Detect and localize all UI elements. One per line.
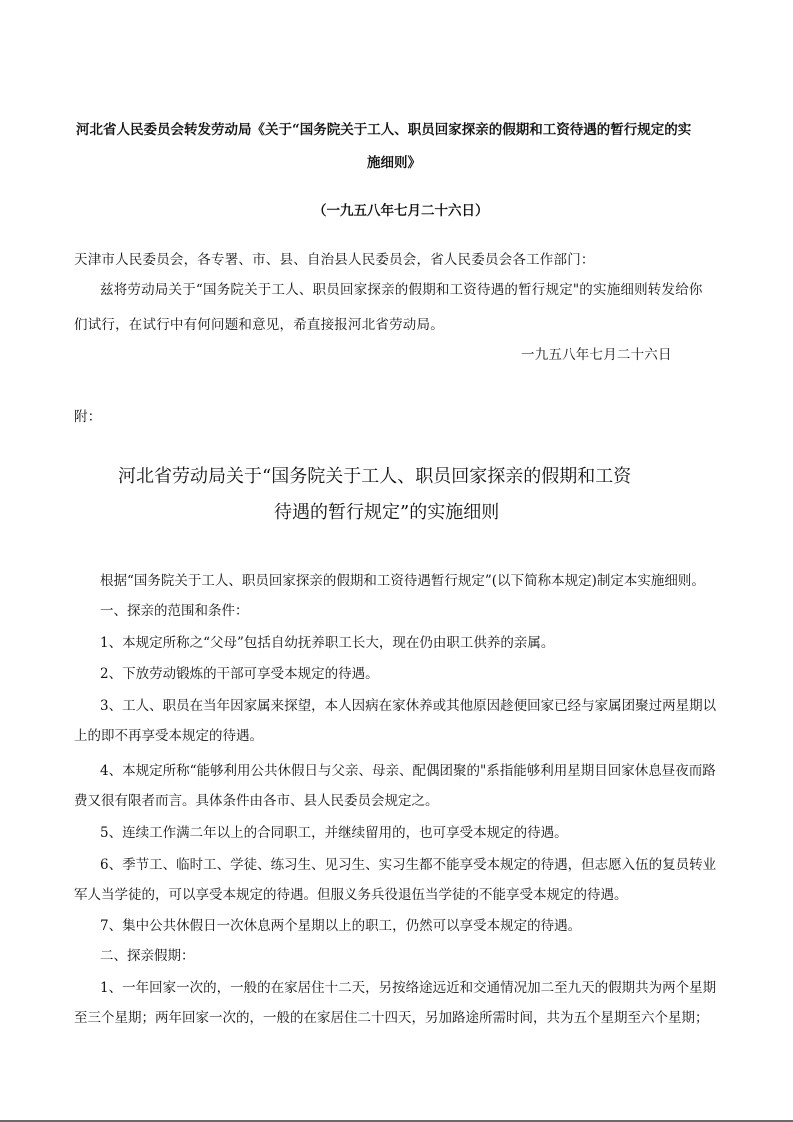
document-date: （一九五八年七月二十六日） <box>313 203 489 219</box>
clause-1-6: 6、季节工、临时工、学徒、练习生、见习生、实习生都不能享受本规定的待遇，但志愿入伍的复员转业军人当学徒的，可以享受本规定的待遇。但服义务兵役退伍当学徒的不能享受本规定的待遇。 <box>74 857 717 903</box>
paragraph-preamble: 根据“国务院关于工人、职员回家探亲的假期和工资待遇暂行规定”(以下简称本规定)制定本实施细则。 <box>100 573 705 589</box>
section-heading-2: 二、探亲假期： <box>100 948 195 964</box>
section-heading-1: 一、探亲的范围和条件： <box>100 603 249 619</box>
clause-1-2: 2、下放劳动锻炼的干部可享受本规定的待遇。 <box>100 666 379 682</box>
clause-1-7: 7、集中公共休假日一次休息两个星期以上的职工，仍然可以享受本规定的待遇。 <box>100 918 582 934</box>
cover-paragraph-line-1: 兹将劳动局关于“国务院关于工人、职员回家探亲的假期和工资待遇的暂行规定"的实施细则转发给你 <box>100 282 703 298</box>
rules-title-line-1: 河北省劳动局关于“国务院关于工人、职员回家探亲的假期和工资 <box>118 466 632 487</box>
attachment-label: 附： <box>74 409 102 425</box>
recipients-line: 天津市人民委员会，各专署、市、县、自治县人民委员会，省人民委员会各工作部门： <box>74 252 595 268</box>
clause-1-1: 1、本规定所称之“父母”包括自幼抚养职工长大，现在仍由职工供养的亲属。 <box>100 635 555 651</box>
document-title-line-2: 施细则》 <box>367 155 421 171</box>
clause-2-1: 1、一年回家一次的，一般的在家居住十二天，另按络途远近和交通情况加二至九天的假期共为两个星期至三个星期；两年回家一次的，一般的在家居住二十四天，另加路途所需时间，共为五个星期至六个星期； <box>74 980 717 1026</box>
document-title-line-1: 河北省人民委员会转发劳动局《关于“国务院关于工人、职员回家探亲的假期和工资待遇的暂行规定的实 <box>76 122 692 138</box>
clause-1-3: 3、工人、职员在当年因家属来探望，本人因病在家休养或其他原因趁便回家已经与家属团聚过两星期以上的即不再享受本规定的待遇。 <box>74 698 717 744</box>
signature-date: 一九五八年七月二十六日 <box>521 347 672 363</box>
cover-paragraph-line-2: 们试行，在试行中有何问题和意见，希直接报河北省劳动局。 <box>74 317 444 333</box>
rules-title-line-2: 待遇的暂行规定”的实施细则 <box>274 502 500 523</box>
clause-1-4: 4、本规定所称“能够利用公共休假日与父亲、母亲、配偶团聚的"系指能够利用星期目回家休息昼夜而路费又很有限者而言。具体条件由各市、县人民委员会规定之。 <box>74 763 716 809</box>
clause-1-5: 5、连续工作满二年以上的合同职工，并继续留用的，也可享受本规定的待遇。 <box>100 825 568 841</box>
